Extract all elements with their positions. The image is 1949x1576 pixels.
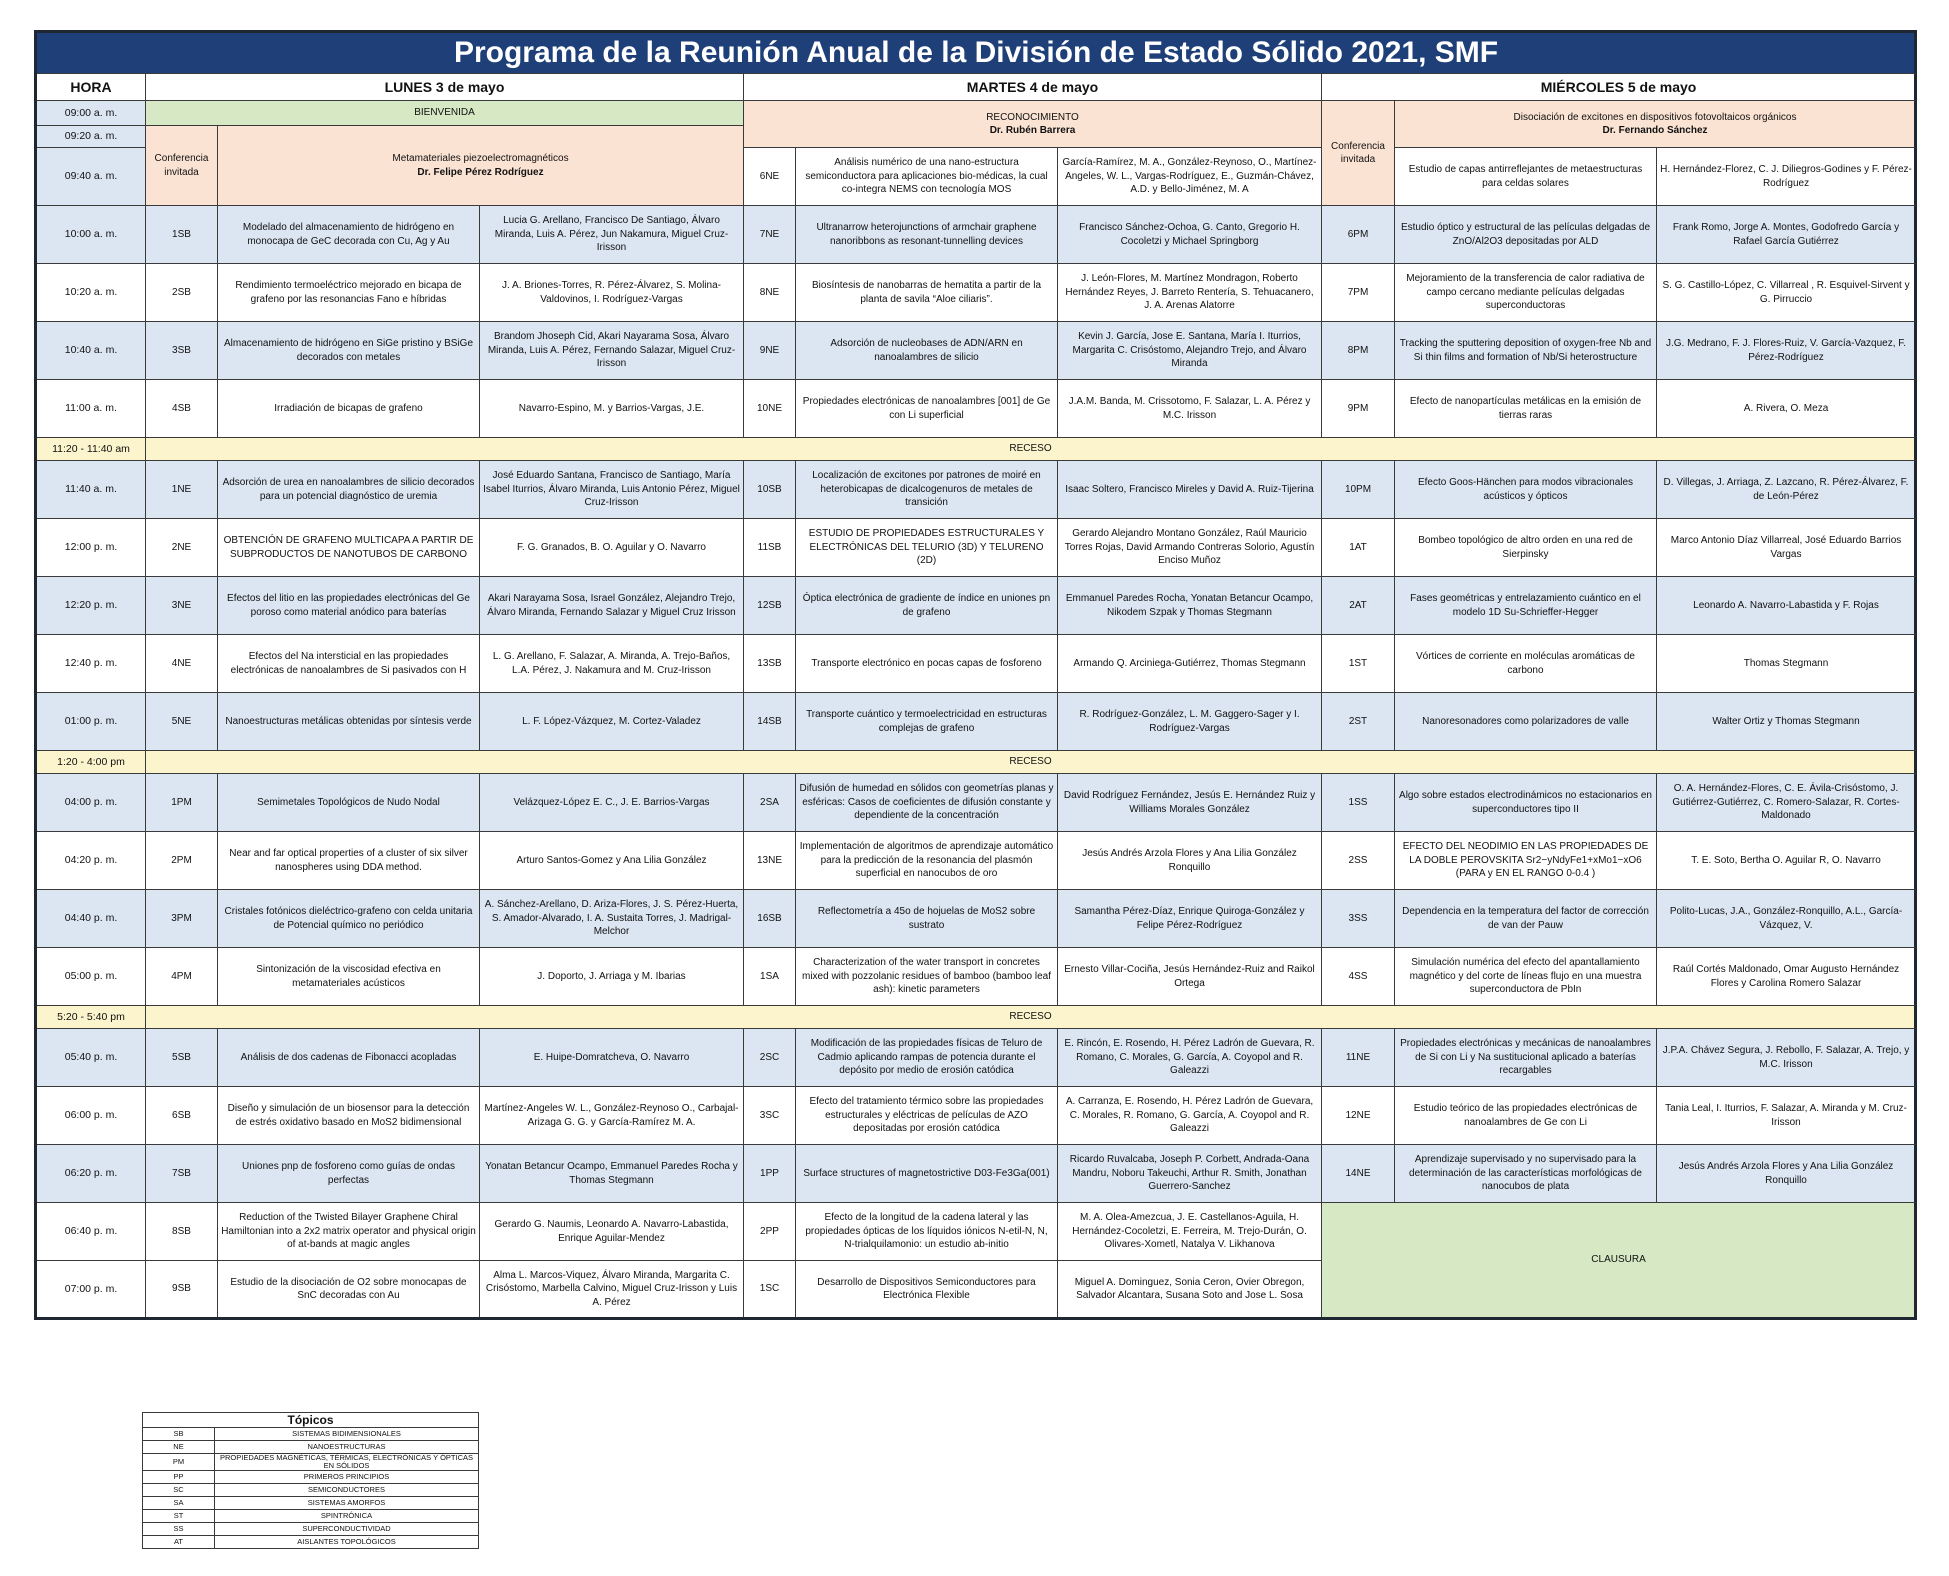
code-cell: 1PP — [744, 1145, 796, 1203]
code-cell: 11SB — [744, 519, 796, 577]
talk-authors: Jesús Andrés Arzola Flores y Ana Lilia González Ronquillo — [1657, 1145, 1916, 1203]
talk-title: Estudio teórico de las propiedades electrónicas de nanoalambres de Ge con Li — [1395, 1087, 1657, 1145]
time-cell: 12:00 p. m. — [36, 519, 146, 577]
code-cell: 1SA — [744, 948, 796, 1006]
talk-title: OBTENCIÓN DE GRAFENO MULTICAPA A PARTIR DE SUBPRODUCTOS DE NANOTUBOS DE CARBONO — [218, 519, 480, 577]
code-cell: 2SA — [744, 774, 796, 832]
time-cell: 06:20 p. m. — [36, 1145, 146, 1203]
schedule-row — [36, 1203, 1916, 1261]
talk-title: Vórtices de corriente en moléculas aromáticas de carbono — [1395, 635, 1657, 693]
schedule-row — [36, 693, 1916, 751]
talk-title: Mejoramiento de la transferencia de calor radiativa de campo cercano mediante películas delgadas superconductoras — [1395, 264, 1657, 322]
code-cell: 9SB — [146, 1261, 218, 1319]
talk-authors: T. E. Soto, Bertha O. Aguilar R, O. Navarro — [1657, 832, 1916, 890]
conference-label-lunes: Conferencia invitada — [146, 126, 218, 206]
talk-title: Efecto de la longitud de la cadena lateral y las propiedades ópticas de los líquidos iónicos N-etil-N, N, N-trialquilamonio: un estudio ab-initio — [796, 1203, 1058, 1261]
talk-authors: M. A. Olea-Amezcua, J. E. Castellanos-Aguila, H. Hernández-Cocoletzi, E. Ferreira, M. Trejo-Durán, O. Olivares-Xometl, Natalya V. Likhanova — [1058, 1203, 1322, 1261]
talk-authors: Velázquez-López E. C., J. E. Barrios-Vargas — [480, 774, 744, 832]
code-cell: 1SC — [744, 1261, 796, 1319]
topicos-legend — [142, 1412, 479, 1549]
talk-title: Modelado del almacenamiento de hidrógeno en monocapa de GeC decorada con Cu, Ag y Au — [218, 206, 480, 264]
talk-title: Reduction of the Twisted Bilayer Graphene Chiral Hamiltonian into a 2x2 matrix operator and physical origin of at-bands at magic angles — [218, 1203, 480, 1261]
code-cell: 1ST — [1322, 635, 1395, 693]
talk-title: Near and far optical properties of a cluster of six silver nanospheres using DDA method. — [218, 832, 480, 890]
talk-title: Aprendizaje supervisado y no supervisado para la determinación de las características morfológicas de nanocubos de plata — [1395, 1145, 1657, 1203]
talk-authors: José Eduardo Santana, Francisco de Santiago, María Isabel Iturrios, Álvaro Miranda, Luis Antonio Pérez, Miguel Cruz-Irisson — [480, 461, 744, 519]
talk-authors: A. Carranza, E. Rosendo, H. Pérez Ladrón de Guevara, C. Morales, R. Romano, G. García, A. Coyopol and R. Galeazzi — [1058, 1087, 1322, 1145]
code-cell: 10PM — [1322, 461, 1395, 519]
schedule-row — [36, 206, 1916, 264]
talk-authors: Armando Q. Arciniega-Gutiérrez, Thomas Stegmann — [1058, 635, 1322, 693]
talk-title: Nanoresonadores como polarizadores de valle — [1395, 693, 1657, 751]
schedule-row — [36, 774, 1916, 832]
topico-row — [143, 1470, 479, 1483]
talk-authors: D. Villegas, J. Arriaga, Z. Lazcano, R. Pérez-Álvarez, F. de León-Pérez — [1657, 461, 1916, 519]
topico-label: PROPIEDADES MAGNÉTICAS, TÉRMICAS, ELECTRÓNICAS Y ÓPTICAS EN SÓLIDOS — [215, 1454, 479, 1471]
code-cell: 4SS — [1322, 948, 1395, 1006]
code-cell: 2PP — [744, 1203, 796, 1261]
code-cell: 10SB — [744, 461, 796, 519]
schedule-row — [36, 832, 1916, 890]
conference-lunes-title: Metamateriales piezoelectromagnéticos — [392, 153, 569, 164]
code-cell: 2NE — [146, 519, 218, 577]
talk-authors: H. Hernández-Florez, C. J. Diliegros-Godines y F. Pérez-Rodríguez — [1657, 148, 1916, 206]
talk-authors: Gerardo G. Naumis, Leonardo A. Navarro-Labastida, Enrique Aguilar-Mendez — [480, 1203, 744, 1261]
code-cell: 4NE — [146, 635, 218, 693]
header-martes: MARTES 4 de mayo — [744, 74, 1322, 101]
talk-title: Surface structures of magnetostrictive D03-Fe3Ga(001) — [796, 1145, 1058, 1203]
receso-row — [36, 751, 1916, 774]
talk-title: Localización de excitones por patrones de moiré en heterobicapas de dicalcogenuros de metales de transición — [796, 461, 1058, 519]
topico-code: AT — [143, 1535, 215, 1548]
topico-code: ST — [143, 1509, 215, 1522]
talk-title: Semimetales Topológicos de Nudo Nodal — [218, 774, 480, 832]
code-cell: 7PM — [1322, 264, 1395, 322]
talk-authors: Polito-Lucas, J.A., González-Ronquillo, A.L., García-Vázquez, V. — [1657, 890, 1916, 948]
talk-title: Desarrollo de Dispositivos Semiconductores para Electrónica Flexible — [796, 1261, 1058, 1319]
talk-authors: García-Ramírez, M. A., González-Reynoso, O., Martínez-Angeles, W. L., Vargas-Rodríguez, E., Guzmán-Chávez, A.D. y Bello-Jiménez, M. A — [1058, 148, 1322, 206]
talk-title: Tracking the sputtering deposition of oxygen-free Nb and Si thin films and formation of Nb/Si heterostructure — [1395, 322, 1657, 380]
schedule-row — [36, 1145, 1916, 1203]
time-cell: 11:40 a. m. — [36, 461, 146, 519]
time-cell: 01:00 p. m. — [36, 693, 146, 751]
code-cell: 6PM — [1322, 206, 1395, 264]
talk-title: Implementación de algoritmos de aprendizaje automático para la predicción de la resonancia del plasmón superficial en nanocubos de oro — [796, 832, 1058, 890]
code-cell: 3SS — [1322, 890, 1395, 948]
schedule-row — [36, 577, 1916, 635]
time-cell: 07:00 p. m. — [36, 1261, 146, 1319]
code-cell: 8NE — [744, 264, 796, 322]
topico-row — [143, 1522, 479, 1535]
schedule-row — [36, 890, 1916, 948]
code-cell: 5SB — [146, 1029, 218, 1087]
talk-authors: J.P.A. Chávez Segura, J. Rebollo, F. Salazar, A. Trejo, y M.C. Irisson — [1657, 1029, 1916, 1087]
talk-title: Nanoestructuras metálicas obtenidas por síntesis verde — [218, 693, 480, 751]
talk-authors: Martínez-Angeles W. L., González-Reynoso O., Carbajal-Arizaga G. G. y García-Ramírez M. A. — [480, 1087, 744, 1145]
topico-row — [143, 1428, 479, 1441]
talk-authors: L. G. Arellano, F. Salazar, A. Miranda, A. Trejo-Baños, L.A. Pérez, J. Nakamura and M. Cruz-Irisson — [480, 635, 744, 693]
time-cell: 12:40 p. m. — [36, 635, 146, 693]
talk-authors: Thomas Stegmann — [1657, 635, 1916, 693]
time-cell: 11:00 a. m. — [36, 380, 146, 438]
receso-cell: RECESO — [146, 1006, 1916, 1029]
talk-authors: Leonardo A. Navarro-Labastida y F. Rojas — [1657, 577, 1916, 635]
talk-title: Análisis numérico de una nano-estructura semiconductora para aplicaciones bio-médicas, la cual co-integra NEMS con tecnología MOS — [796, 148, 1058, 206]
talk-title: Ultranarrow heterojunctions of armchair graphene nanoribbons as resonant-tunnelling devices — [796, 206, 1058, 264]
code-cell: 8SB — [146, 1203, 218, 1261]
talk-authors: Miguel A. Dominguez, Sonia Ceron, Ovier Obregon, Salvador Alcantara, Susana Soto and Jose L. Sosa — [1058, 1261, 1322, 1319]
talk-authors: L. F. López-Vázquez, M. Cortez-Valadez — [480, 693, 744, 751]
code-cell: 16SB — [744, 890, 796, 948]
talk-authors: Ernesto Villar-Cociña, Jesús Hernández-Ruiz and Raikol Ortega — [1058, 948, 1322, 1006]
time-cell: 10:00 a. m. — [36, 206, 146, 264]
header-lunes: LUNES 3 de mayo — [146, 74, 744, 101]
schedule-row — [36, 519, 1916, 577]
talk-title: Bombeo topológico de altro orden en una red de Sierpinsky — [1395, 519, 1657, 577]
talk-title: Estudio de la disociación de O2 sobre monocapas de SnC decoradas con Au — [218, 1261, 480, 1319]
conference-miercoles-speaker: Dr. Fernando Sánchez — [1602, 125, 1708, 136]
talk-title: Transporte cuántico y termoelectricidad en estructuras complejas de grafeno — [796, 693, 1058, 751]
talk-title: EFECTO DEL NEODIMIO EN LAS PROPIEDADES DE LA DOBLE PEROVSKITA Sr2−yNdyFe1+xMo1−xO6 (PARA y EN EL RANGO 0-0.4 ) — [1395, 832, 1657, 890]
talk-title: Uniones pnp de fosforeno como guías de ondas perfectas — [218, 1145, 480, 1203]
code-cell: 9NE — [744, 322, 796, 380]
schedule-row — [36, 635, 1916, 693]
schedule-row — [36, 322, 1916, 380]
code-cell: 13NE — [744, 832, 796, 890]
talk-authors: Gerardo Alejandro Montano González, Raúl Mauricio Torres Rojas, David Armando Contreras Solorio, Agustín Enciso Muñoz — [1058, 519, 1322, 577]
topico-code: PM — [143, 1454, 215, 1471]
topico-label: PRIMEROS PRINCIPIOS — [215, 1470, 479, 1483]
time-cell: 09:00 a. m. — [36, 101, 146, 126]
code-cell: 6NE — [744, 148, 796, 206]
talk-title: Estudio óptico y estructural de las películas delgadas de ZnO/Al2O3 depositadas por ALD — [1395, 206, 1657, 264]
talk-title: Propiedades electrónicas de nanoalambres [001] de Ge con Li superficial — [796, 380, 1058, 438]
time-cell: 10:20 a. m. — [36, 264, 146, 322]
topico-code: NE — [143, 1441, 215, 1454]
topico-code: PP — [143, 1470, 215, 1483]
talk-authors: Samantha Pérez-Díaz, Enrique Quiroga-González y Felipe Pérez-Rodríguez — [1058, 890, 1322, 948]
talk-title: Fases geométricas y entrelazamiento cuántico en el modelo 1D Su-Schrieffer-Hegger — [1395, 577, 1657, 635]
talk-title: Characterization of the water transport in concretes mixed with pozzolanic residues of bamboo (bamboo leaf ash): kinetic parameters — [796, 948, 1058, 1006]
code-cell: 1SS — [1322, 774, 1395, 832]
code-cell: 2ST — [1322, 693, 1395, 751]
topico-row — [143, 1496, 479, 1509]
topico-label: SISTEMAS BIDIMENSIONALES — [215, 1428, 479, 1441]
time-cell: 04:40 p. m. — [36, 890, 146, 948]
talk-title: Cristales fotónicos dieléctrico-grafeno con celda unitaria de Potencial químico no periódico — [218, 890, 480, 948]
bienvenida-cell: BIENVENIDA — [146, 101, 744, 126]
code-cell: 11NE — [1322, 1029, 1395, 1087]
talk-title: Rendimiento termoeléctrico mejorado en bicapa de grafeno por las resonancias Fano e híbridas — [218, 264, 480, 322]
code-cell: 4SB — [146, 380, 218, 438]
schedule-row — [36, 264, 1916, 322]
code-cell: 1SB — [146, 206, 218, 264]
topico-label: SUPERCONDUCTIVIDAD — [215, 1522, 479, 1535]
time-cell: 06:00 p. m. — [36, 1087, 146, 1145]
code-cell: 14NE — [1322, 1145, 1395, 1203]
receso-cell: RECESO — [146, 751, 1916, 774]
talk-title: Transporte electrónico en pocas capas de fosforeno — [796, 635, 1058, 693]
talk-authors: Ricardo Ruvalcaba, Joseph P. Corbett, Andrada-Oana Mandru, Noboru Takeuchi, Arthur R. Smith, Jonathan Guerrero-Sanchez — [1058, 1145, 1322, 1203]
time-cell: 09:40 a. m. — [36, 148, 146, 206]
topicos-title: Tópicos — [143, 1413, 479, 1428]
talk-authors: Kevin J. García, Jose E. Santana, María I. Iturrios, Margarita C. Crisóstomo, Alejandro Trejo, and Álvaro Miranda — [1058, 322, 1322, 380]
code-cell: 3NE — [146, 577, 218, 635]
talk-authors: Emmanuel Paredes Rocha, Yonatan Betancur Ocampo, Nikodem Szpak y Thomas Stegmann — [1058, 577, 1322, 635]
time-cell: 06:40 p. m. — [36, 1203, 146, 1261]
talk-authors: A. Rivera, O. Meza — [1657, 380, 1916, 438]
topico-label: SPINTRÓNICA — [215, 1509, 479, 1522]
talk-authors: J. Doporto, J. Arriaga y M. Ibarias — [480, 948, 744, 1006]
talk-title: Adsorción de nucleobases de ADN/ARN en nanoalambres de silicio — [796, 322, 1058, 380]
time-cell: 05:40 p. m. — [36, 1029, 146, 1087]
code-cell: 12NE — [1322, 1087, 1395, 1145]
code-cell: 14SB — [744, 693, 796, 751]
talk-title: Dependencia en la temperatura del factor de corrección de van der Pauw — [1395, 890, 1657, 948]
topico-row — [143, 1483, 479, 1496]
talk-authors: J.G. Medrano, F. J. Flores-Ruiz, V. García-Vazquez, F. Pérez-Rodríguez — [1657, 322, 1916, 380]
conference-miercoles — [1395, 101, 1916, 148]
talk-authors: Navarro-Espino, M. y Barrios-Vargas, J.E. — [480, 380, 744, 438]
talk-title: Efecto del tratamiento térmico sobre las propiedades estructurales y eléctricas de películas de AZO depositadas por erosión catódica — [796, 1087, 1058, 1145]
reconocimiento-speaker: Dr. Rubén Barrera — [989, 125, 1076, 136]
talk-authors: E. Rincón, E. Rosendo, H. Pérez Ladrón de Guevara, R. Romano, C. Morales, G. García, A. Coyopol and R. Galeazzi — [1058, 1029, 1322, 1087]
talk-authors: Akari Narayama Sosa, Israel González, Alejandro Trejo, Álvaro Miranda, Fernando Salazar y Miguel Cruz Irisson — [480, 577, 744, 635]
code-cell: 1PM — [146, 774, 218, 832]
topico-label: SEMICONDUCTORES — [215, 1483, 479, 1496]
talk-title: ESTUDIO DE PROPIEDADES ESTRUCTURALES Y ELECTRÓNICAS DEL TELURIO (3D) Y TELURENO (2D) — [796, 519, 1058, 577]
time-cell: 04:20 p. m. — [36, 832, 146, 890]
time-cell: 5:20 - 5:40 pm — [36, 1006, 146, 1029]
talk-title: Adsorción de urea en nanoalambres de silicio decorados para un potencial diagnóstico de uremia — [218, 461, 480, 519]
talk-title: Diseño y simulación de un biosensor para la detección de estrés oxidativo basado en MoS2 bidimensional — [218, 1087, 480, 1145]
talk-authors: Francisco Sánchez-Ochoa, G. Canto, Gregorio H. Cocoletzi y Michael Springborg — [1058, 206, 1322, 264]
talk-title: Sintonización de la viscosidad efectiva en metamateriales acústicos — [218, 948, 480, 1006]
schedule-row — [36, 461, 1916, 519]
code-cell: 7NE — [744, 206, 796, 264]
talk-authors: David Rodríguez Fernández, Jesús E. Hernández Ruiz y Williams Morales González — [1058, 774, 1322, 832]
header-hora: HORA — [36, 74, 146, 101]
topico-row — [143, 1535, 479, 1548]
topico-code: SA — [143, 1496, 215, 1509]
talk-authors: Lucia G. Arellano, Francisco De Santiago, Álvaro Miranda, Luis A. Pérez, Jun Nakamura, Miguel Cruz-Irisson — [480, 206, 744, 264]
code-cell: 9PM — [1322, 380, 1395, 438]
code-cell: 8PM — [1322, 322, 1395, 380]
code-cell: 1AT — [1322, 519, 1395, 577]
topico-row — [143, 1454, 479, 1471]
talk-title: Simulación numérica del efecto del apantallamiento magnético y del corte de líneas flujo en una muestra superconductora de PbIn — [1395, 948, 1657, 1006]
talk-authors: Frank Romo, Jorge A. Montes, Godofredo García y Rafael García Gutiérrez — [1657, 206, 1916, 264]
code-cell: 2PM — [146, 832, 218, 890]
schedule-row — [36, 380, 1916, 438]
clausura-cell: CLAUSURA — [1322, 1203, 1916, 1319]
talk-authors: J. A. Briones-Torres, R. Pérez-Álvarez, S. Molina-Valdovinos, I. Rodríguez-Vargas — [480, 264, 744, 322]
receso-row — [36, 438, 1916, 461]
code-cell: 3SB — [146, 322, 218, 380]
time-cell: 11:20 - 11:40 am — [36, 438, 146, 461]
talk-title: Difusión de humedad en sólidos con geometrías planas y esféricas: Casos de coeficientes de difusión constante y dependiente de la concentración — [796, 774, 1058, 832]
talk-authors: O. A. Hernández-Flores, C. E. Ávila-Crisóstomo, J. Gutiérrez-Gutiérrez, C. Romero-Salazar, R. Cortes-Maldonado — [1657, 774, 1916, 832]
talk-authors: A. Sánchez-Arellano, D. Ariza-Flores, J. S. Pérez-Huerta, S. Amador-Alvarado, I. A. Sustaita Torres, J. Madrigal-Melchor — [480, 890, 744, 948]
code-cell: 10NE — [744, 380, 796, 438]
talk-title: Irradiación de bicapas de grafeno — [218, 380, 480, 438]
code-cell: 5NE — [146, 693, 218, 751]
receso-cell: RECESO — [146, 438, 1916, 461]
topico-row — [143, 1441, 479, 1454]
talk-title: Algo sobre estados electrodinámicos no estacionarios en superconductores tipo II — [1395, 774, 1657, 832]
talk-authors: Alma L. Marcos-Viquez, Álvaro Miranda, Margarita C. Crisóstomo, Marbella Calvino, Miguel Cruz-Irisson y Luis A. Pérez — [480, 1261, 744, 1319]
time-cell: 1:20 - 4:00 pm — [36, 751, 146, 774]
reconocimiento-cell — [744, 101, 1322, 148]
time-cell: 12:20 p. m. — [36, 577, 146, 635]
talk-authors: J. León-Flores, M. Martínez Mondragon, Roberto Hernández Reyes, J. Barreto Rentería, S. Tehuacanero, J. A. Arenas Alatorre — [1058, 264, 1322, 322]
code-cell: 12SB — [744, 577, 796, 635]
code-cell: 6SB — [146, 1087, 218, 1145]
talk-authors: Yonatan Betancur Ocampo, Emmanuel Paredes Rocha y Thomas Stegmann — [480, 1145, 744, 1203]
reconocimiento-title: RECONOCIMIENTO — [986, 111, 1079, 123]
page-title: Programa de la Reunión Anual de la División de Estado Sólido 2021, SMF — [36, 32, 1916, 74]
topico-row — [143, 1509, 479, 1522]
schedule-row — [36, 1087, 1916, 1145]
talk-title: Efectos del litio en las propiedades electrónicas del Ge poroso como material anódico para baterías — [218, 577, 480, 635]
time-cell: 05:00 p. m. — [36, 948, 146, 1006]
talk-title: Propiedades electrónicas y mecánicas de nanoalambres de Si con Li y Na sustitucional aplicado a baterías recargables — [1395, 1029, 1657, 1087]
code-cell: 3PM — [146, 890, 218, 948]
talk-title: Análisis de dos cadenas de Fibonacci acopladas — [218, 1029, 480, 1087]
talk-authors: Isaac Soltero, Francisco Mireles y David A. Ruiz-Tijerina — [1058, 461, 1322, 519]
talk-title: Reflectometría a 45o de hojuelas de MoS2 sobre sustrato — [796, 890, 1058, 948]
code-cell: 2AT — [1322, 577, 1395, 635]
code-cell: 7SB — [146, 1145, 218, 1203]
code-cell: 1NE — [146, 461, 218, 519]
conference-lunes-speaker: Dr. Felipe Pérez Rodríguez — [417, 166, 544, 178]
code-cell: 2SC — [744, 1029, 796, 1087]
topico-label: SISTEMAS AMORFOS — [215, 1496, 479, 1509]
conference-label-miercoles: Conferencia invitada — [1322, 101, 1395, 206]
conference-lunes — [218, 126, 744, 206]
time-cell: 10:40 a. m. — [36, 322, 146, 380]
talk-authors: Jesús Andrés Arzola Flores y Ana Lilia González Ronquillo — [1058, 832, 1322, 890]
talk-title: Biosíntesis de nanobarras de hematita a partir de la planta de savila “Aloe ciliaris”. — [796, 264, 1058, 322]
topico-label: AISLANTES TOPOLÓGICOS — [215, 1535, 479, 1548]
code-cell: 4PM — [146, 948, 218, 1006]
code-cell: 13SB — [744, 635, 796, 693]
talk-authors: E. Huipe-Domratcheva, O. Navarro — [480, 1029, 744, 1087]
talk-title: Efectos del Na intersticial en las propiedades electrónicas de nanoalambres de Si pasivados con H — [218, 635, 480, 693]
topico-code: SS — [143, 1522, 215, 1535]
topico-label: NANOESTRUCTURAS — [215, 1441, 479, 1454]
conference-miercoles-title: Disociación de excitones en dispositivos fotovoltaicos orgánicos — [1513, 111, 1797, 123]
talk-authors: R. Rodríguez-González, L. M. Gaggero-Sager y I. Rodríguez-Vargas — [1058, 693, 1322, 751]
time-cell: 04:00 p. m. — [36, 774, 146, 832]
talk-title: Estudio de capas antirreflejantes de metaestructuras para celdas solares — [1395, 148, 1657, 206]
receso-row — [36, 1006, 1916, 1029]
header-miercoles: MIÉRCOLES 5 de mayo — [1322, 74, 1916, 101]
code-cell: 3SC — [744, 1087, 796, 1145]
talk-authors: Raúl Cortés Maldonado, Omar Augusto Hernández Flores y Carolina Romero Salazar — [1657, 948, 1916, 1006]
schedule-row — [36, 948, 1916, 1006]
talk-authors: Brandom Jhoseph Cid, Akari Nayarama Sosa, Álvaro Miranda, Luis A. Pérez, Fernando Salazar, Miguel Cruz-Irisson — [480, 322, 744, 380]
talk-authors: J.A.M. Banda, M. Crissotomo, F. Salazar, L. A. Pérez y M.C. Irisson — [1058, 380, 1322, 438]
topico-code: SC — [143, 1483, 215, 1496]
talk-authors: F. G. Granados, B. O. Aguilar y O. Navarro — [480, 519, 744, 577]
schedule-table — [34, 30, 1917, 1320]
talk-authors: Walter Ortiz y Thomas Stegmann — [1657, 693, 1916, 751]
talk-title: Efecto de nanopartículas metálicas en la emisión de tierras raras — [1395, 380, 1657, 438]
talk-authors: Tania Leal, I. Iturrios, F. Salazar, A. Miranda y M. Cruz-Irisson — [1657, 1087, 1916, 1145]
talk-title: Efecto Goos-Hänchen para modos vibracionales acústicos y ópticos — [1395, 461, 1657, 519]
schedule-row — [36, 1029, 1916, 1087]
talk-authors: Arturo Santos-Gomez y Ana Lilia González — [480, 832, 744, 890]
talk-title: Almacenamiento de hidrógeno en SiGe pristino y BSiGe decorados con metales — [218, 322, 480, 380]
talk-authors: S. G. Castillo-López, C. Villarreal , R. Esquivel-Sirvent y G. Pirruccio — [1657, 264, 1916, 322]
time-cell: 09:20 a. m. — [36, 126, 146, 148]
talk-title: Modificación de las propiedades físicas de Teluro de Cadmio aplicando rampas de potencia durante el depósito por medio de erosión catódica — [796, 1029, 1058, 1087]
talk-title: Óptica electrónica de gradiente de índice en uniones pn de grafeno — [796, 577, 1058, 635]
code-cell: 2SS — [1322, 832, 1395, 890]
talk-authors: Marco Antonio Díaz Villarreal, José Eduardo Barrios Vargas — [1657, 519, 1916, 577]
topico-code: SB — [143, 1428, 215, 1441]
code-cell: 2SB — [146, 264, 218, 322]
